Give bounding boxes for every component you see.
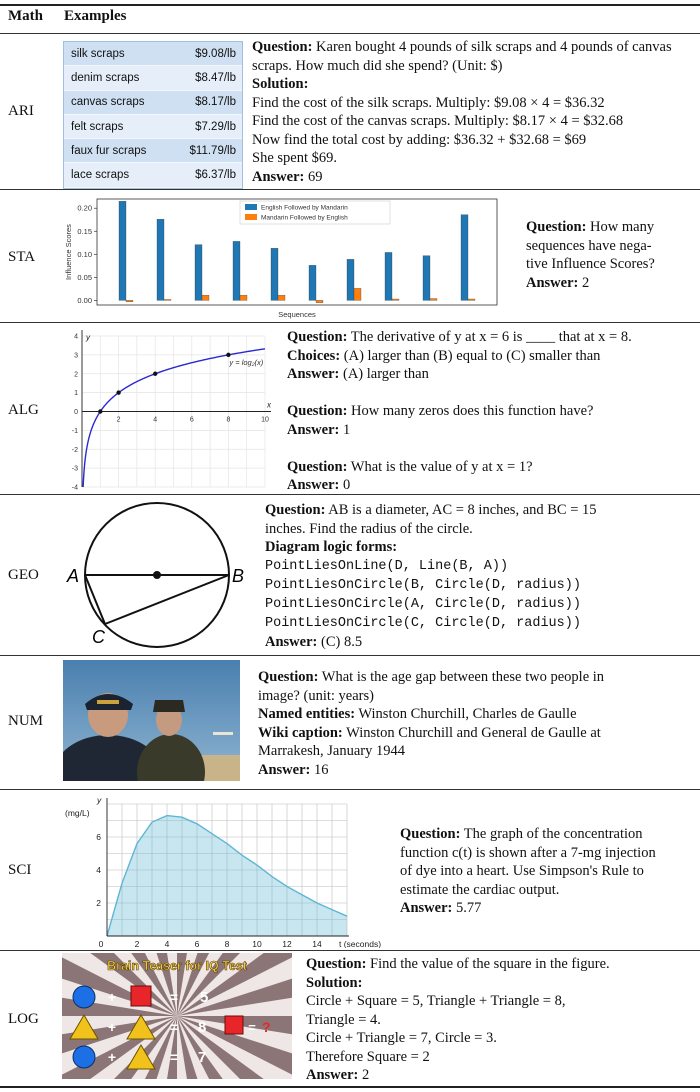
question-label: Question:: [287, 458, 348, 475]
curve-point: [116, 390, 120, 394]
equals-sign: =: [248, 1020, 256, 1035]
square-shape-icon: [225, 1016, 243, 1034]
y-tick-label: 0.10: [77, 249, 92, 259]
sci-question-line: estimate the cardiac output.: [400, 881, 560, 898]
item-price: $9.08/lb: [195, 47, 236, 60]
y-tick-label: 4: [96, 865, 101, 875]
item-price: $8.47/lb: [195, 71, 236, 84]
sta-bar-chart: [62, 193, 502, 320]
item-price: $8.17/lb: [195, 96, 236, 109]
y-tick-label: 0.05: [77, 272, 92, 282]
logic-form: PointLiesOnCircle(C, Circle(D, radius)): [265, 615, 581, 631]
answer-label: Answer:: [265, 633, 318, 650]
row-rule: [0, 789, 700, 790]
y-tick-label: 4: [74, 333, 78, 341]
item-name: faux fur scraps: [71, 144, 147, 157]
plus-sign: +: [107, 1049, 117, 1065]
x-tick-label: 14: [312, 939, 322, 948]
diagram-logic-label: Diagram logic forms:: [265, 539, 398, 555]
price-row: [64, 139, 242, 163]
num-answer: 16: [313, 761, 329, 778]
y-tick-label: 0.15: [77, 226, 92, 236]
price-row: [64, 163, 242, 187]
ari-text: [252, 38, 696, 186]
sta-question-line: sequences have nega-: [526, 237, 652, 254]
alg-choices: (A) larger than (B) equal to (C) smaller than: [343, 347, 601, 364]
bar-mandarin-first: [354, 288, 361, 300]
equation-result: 5: [200, 989, 209, 1006]
row-rule: [0, 655, 700, 656]
row-rule: [0, 189, 700, 190]
curve-point: [153, 372, 157, 376]
sta-question-line: How many: [590, 219, 655, 235]
bar-mandarin-first: [278, 295, 285, 300]
curve-point: [226, 353, 230, 357]
curve-point: [98, 409, 102, 413]
bar-mandarin-first: [392, 299, 399, 300]
answer-label: Answer:: [252, 168, 305, 185]
sta-text: [526, 218, 696, 292]
alg-text: [287, 328, 697, 495]
alg-question-3: What is the value of y at x = 1?: [350, 458, 533, 475]
y-axis-unit: (mg/L): [65, 808, 90, 818]
y-tick-label: 0.20: [77, 203, 92, 213]
row-rule: [0, 322, 700, 323]
question-label: Question:: [258, 669, 319, 685]
legend-swatch: [245, 214, 257, 220]
x-tick-label: 2: [134, 939, 140, 948]
geo-text: [265, 501, 697, 651]
bar-mandarin-first: [430, 299, 437, 301]
legend-swatch: [245, 204, 257, 210]
plus-sign: +: [107, 1019, 117, 1035]
equation-result: 8: [198, 1019, 207, 1036]
alg-question-2: How many zeros does this function have?: [351, 403, 594, 419]
bar-english-first: [309, 265, 316, 300]
bar-english-first: [195, 245, 202, 301]
log-text: [306, 955, 698, 1085]
bar-english-first: [271, 248, 278, 300]
answer-label: Answer:: [526, 274, 579, 291]
bar-english-first: [233, 241, 240, 300]
item-price: $7.29/lb: [195, 120, 236, 133]
item-name: felt scraps: [71, 120, 124, 133]
y-tick-label: 1: [74, 390, 78, 398]
y-tick-label: 6: [96, 832, 101, 842]
x-tick-label: 2: [116, 416, 121, 424]
x-tick-label: 12: [282, 939, 292, 948]
x-tick-label: 0: [98, 939, 104, 948]
x-axis-label: x: [267, 400, 271, 410]
num-label: NUM: [8, 713, 44, 729]
square-shape-icon: [131, 986, 151, 1006]
sci-answer: 5.77: [455, 900, 482, 916]
x-tick-label: 4: [153, 416, 158, 424]
sci-question-line: The graph of the concentration: [463, 826, 643, 842]
x-tick-label: 6: [194, 939, 200, 948]
bar-mandarin-first: [126, 300, 133, 301]
examples-column-header: Examples: [64, 8, 127, 24]
item-price: $6.37/lb: [195, 169, 236, 182]
ari-solution-line: She spent $69.: [252, 150, 337, 166]
item-name: canvas scraps: [71, 96, 145, 109]
math-column-header: Math: [8, 8, 43, 24]
ari-solution-line: Now find the total cost by adding: $36.32 + $32.68 = $69: [252, 131, 587, 148]
sci-question-line: of dye into a heart. Use Simpson's Rule to: [400, 863, 644, 879]
legend-label: Mandarin Followed by English: [261, 214, 348, 222]
wiki-caption-label: Wiki caption:: [258, 724, 343, 741]
chord-bc: [105, 575, 229, 624]
item-name: lace scraps: [71, 169, 130, 182]
geo-circle-diagram: [62, 498, 252, 653]
bar-mandarin-first: [164, 299, 171, 300]
sci-question-line: function c(t) is shown after a 7-mg injection: [400, 844, 656, 861]
bottom-rule: [0, 1086, 700, 1088]
equals-sign: =: [169, 989, 179, 1005]
sta-label: STA: [8, 249, 36, 265]
bar-mandarin-first: [468, 299, 475, 300]
named-entities-label: Named entities:: [258, 706, 356, 722]
answer-label: Answer:: [287, 366, 340, 382]
x-tick-label: 8: [224, 939, 230, 948]
bar-english-first: [347, 259, 354, 300]
alg-label: ALG: [8, 402, 39, 418]
ari-answer: 69: [307, 168, 323, 185]
bar-english-first: [385, 252, 392, 300]
sci-label: SCI: [8, 862, 32, 878]
log-solution-line: Therefore Square = 2: [306, 1048, 430, 1065]
log-question: Find the value of the square in the figure.: [370, 956, 610, 972]
legend-label: English Followed by Mandarin: [261, 204, 348, 212]
function-label: y = log₂(x): [229, 357, 264, 367]
point-a-label: A: [67, 566, 80, 586]
y-tick-label: -3: [71, 465, 78, 473]
circle-shape-icon: [73, 1046, 95, 1068]
circle-shape-icon: [73, 986, 95, 1008]
plus-sign: +: [107, 989, 117, 1005]
row-rule: [0, 950, 700, 951]
solution-label: Solution:: [252, 76, 309, 92]
solution-label: Solution:: [306, 974, 363, 991]
question-label: Question:: [252, 39, 313, 55]
ari-solution-line: Find the cost of the canvas scraps. Multiply: $8.17 × 4 = $32.68: [252, 113, 624, 129]
question-mark: ?: [262, 1019, 271, 1035]
x-tick-label: 6: [189, 416, 194, 424]
y-tick-label: 3: [74, 352, 78, 360]
table-header: [0, 0, 700, 32]
ari-question: Karen bought 4 pounds of silk scraps and 4 pounds of canvas scraps. How much did she spend? (Unit: $): [252, 39, 672, 74]
bar-english-first: [157, 219, 164, 300]
sta-answer: 2: [581, 274, 590, 291]
question-label: Question:: [400, 826, 461, 842]
answer-label: Answer:: [287, 421, 340, 438]
geo-question-line: inches. Find the radius of the circle.: [265, 520, 473, 537]
y-tick-label: 2: [96, 898, 101, 908]
choices-label: Choices:: [287, 347, 341, 364]
y-axis-name: y: [97, 795, 102, 805]
log-answer: 2: [361, 1067, 370, 1083]
bar-english-first: [423, 256, 430, 301]
bar-english-first: [119, 201, 126, 300]
puzzle-title: Brain Teaser for IQ Test: [107, 959, 247, 973]
num-question-line: image? (unit: years): [258, 687, 374, 704]
point-b-label: B: [232, 566, 245, 586]
item-name: denim scraps: [71, 71, 140, 84]
historical-photo: [63, 660, 240, 781]
point-c-label: C: [92, 627, 105, 647]
alg-answer-3: 0: [342, 477, 351, 493]
equals-sign: =: [169, 1049, 179, 1065]
center-point: [153, 571, 161, 579]
num-entities: Winston Churchill, Charles de Gaulle: [358, 706, 577, 722]
bar-mandarin-first: [240, 295, 247, 300]
price-row: [64, 115, 242, 139]
answer-label: Answer:: [287, 477, 340, 493]
logic-form: PointLiesOnLine(D, Line(B, A)): [265, 558, 509, 574]
num-text: [258, 668, 698, 779]
question-label: Question:: [287, 329, 348, 345]
num-caption-line: Marrakesh, January 1944: [258, 743, 405, 759]
log-solution-line: Circle + Triangle = 7, Circle = 3.: [306, 1030, 497, 1046]
answer-label: Answer:: [400, 900, 453, 916]
ari-label: ARI: [8, 103, 34, 119]
geo-label: GEO: [8, 567, 39, 583]
ari-price-table: [63, 41, 243, 189]
x-tick-label: 8: [226, 416, 231, 424]
geo-question-line: AB is a diameter, AC = 8 inches, and BC = 15: [328, 502, 597, 518]
sta-question-line: tive Influence Scores?: [526, 256, 655, 272]
y-axis-label: Influence Scores: [64, 224, 73, 280]
price-row: [64, 42, 242, 66]
x-tick-label: 10: [252, 939, 262, 948]
alg-answer-2: 1: [342, 421, 351, 438]
y-tick-label: -2: [71, 446, 78, 454]
num-caption-line: Winston Churchill and General de Gaulle at: [346, 724, 601, 741]
item-name: silk scraps: [71, 47, 125, 60]
y-tick-label: -1: [71, 427, 78, 435]
y-tick-label: 2: [74, 371, 78, 379]
bar-mandarin-first: [202, 295, 209, 300]
bar-english-first: [461, 215, 468, 301]
sci-concentration-plot: [62, 792, 392, 948]
price-row: [64, 66, 242, 90]
x-tick-label: 10: [261, 416, 269, 424]
answer-label: Answer:: [258, 761, 311, 778]
bar-mandarin-first: [316, 300, 323, 302]
y-tick-label: 0: [74, 409, 78, 416]
alg-log-plot: [62, 326, 276, 492]
logic-form: PointLiesOnCircle(B, Circle(D, radius)): [265, 577, 581, 593]
logic-form: PointLiesOnCircle(A, Circle(D, radius)): [265, 596, 581, 612]
equation-result: 7: [198, 1049, 207, 1066]
header-rule: [0, 33, 700, 34]
legend: [240, 201, 390, 224]
y-tick-label: 0.00: [77, 295, 92, 305]
question-label: Question:: [287, 403, 348, 419]
y-tick-label: -4: [71, 484, 78, 492]
chord-ac: [85, 575, 105, 624]
ari-solution-line: Find the cost of the silk scraps. Multiply: $9.08 × 4 = $36.32: [252, 94, 605, 111]
alg-question-1: The derivative of y at x = 6 is ____ that at x = 8.: [350, 329, 632, 345]
iq-puzzle-image: [62, 953, 292, 1079]
price-row: [64, 91, 242, 115]
question-label: Question:: [265, 502, 326, 518]
x-tick-label: 4: [164, 939, 170, 948]
equals-sign: =: [169, 1019, 179, 1035]
row-rule: [0, 494, 700, 495]
question-label: Question:: [526, 219, 587, 235]
sci-text: [400, 825, 692, 918]
geo-answer: (C) 8.5: [320, 633, 363, 650]
answer-label: Answer:: [306, 1067, 359, 1083]
num-question-line: What is the age gap between these two people in: [321, 669, 605, 685]
log-solution-line: Triangle = 4.: [306, 1011, 381, 1028]
y-axis-label: y: [86, 333, 90, 342]
log-curve: [83, 349, 265, 487]
log-solution-line: Circle + Square = 5, Triangle + Triangle = 8,: [306, 993, 566, 1009]
x-axis-label: Sequences: [278, 310, 316, 319]
question-label: Question:: [306, 956, 367, 972]
alg-answer-1: (A) larger than: [342, 366, 429, 382]
item-price: $11.79/lb: [189, 144, 236, 157]
x-axis-label: t (seconds): [339, 939, 382, 948]
log-label: LOG: [8, 1011, 39, 1027]
